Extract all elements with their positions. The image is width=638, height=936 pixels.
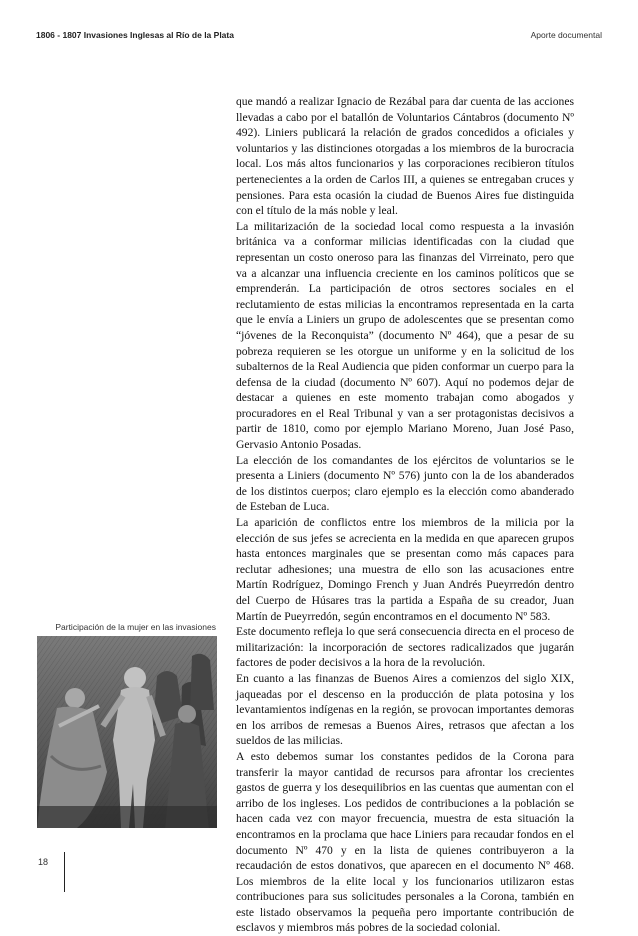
engraving-illustration (37, 636, 217, 828)
figure-caption: Participación de la mujer en las invasiones (55, 622, 216, 632)
paragraph: La elección de los comandantes de los ejércitos de voluntarios se le presenta a Liniers (documento Nº 576) junto con la de los abanderados de los distintos cuerpos; claro ejemplo es la elección como abanderado de Esteban de Luca. (236, 453, 574, 514)
engraving-drawing (37, 636, 217, 828)
paragraph: Este documento refleja lo que será consecuencia directa en el proceso de militarización: la incorporación de sectores radicalizados que jugarán factores de poder decisivos a la hora de la revolución. (236, 625, 574, 670)
paragraph: La militarización de la sociedad local como respuesta a la invasión británica va a conformar milicias identificadas con la ciudad que representan un costo oneroso para las finanzas del Virreinato, pero que va a alcanzar una influencia creciente en los caminos políticos que se emprenderán. La participación de otros sectores sociales en el reclutamiento de estas milicias la encontramos representada en la carta que le envía a Liniers un grupo de adolescentes que se presentan como “jóvenes de la Reconquista” (documento Nº 464), que a pesar de su pobreza requieren se les otorgue un uniforme y en la solicitud de los subalternos de la Real Audiencia que piden conformar un cuerpo para la defensa de la ciudad (documento Nº 607). Aquí no podemos dejar de destacar a quienes en este momento trabajan como abogados y procuradores en el Real Tribunal y van a ser protagonistas decisivos a partir de 1810, como por ejemplo Mariano Moreno, Juan José Paso, Gervasio Antonio Posadas. (236, 219, 574, 452)
page-number: 18 (38, 857, 49, 867)
paragraph: En cuanto a las finanzas de Buenos Aires a comienzos del siglo XIX, jaqueadas por el descenso en la producción de plata potosina y los levantamientos indígenas en la región, se provocan importantes demoras en los arribos de remesas a Buenos Aires, retrasos que afectan a los sueldos de las milicias. (236, 671, 574, 748)
paragraph: La aparición de conflictos entre los miembros de la milicia por la elección de sus jefes se acrecienta en la medida en que aparecen grupos hasta entonces marginales que se presentan como más capaces para reclutar adhesiones; una muestra de ello son las acusaciones entre Martín Rodríguez, Domingo French y Juan Andrés Pueyrredón dentro del Cuerpo de Húsares tras la partida a España de su creador, Juan Martín de Pueyrredón, según encontramos en el documento Nº 583. (236, 516, 574, 623)
footer-divider (64, 852, 65, 892)
paragraph: A esto debemos sumar los constantes pedidos de la Corona para transferir la mayor cantidad de recursos para afrontar los crecientes gastos de guerra y los desequilibrios en las cuentas que aumentan con el arribo de los ingleses. Los pedidos de contribuciones a la población se hacen cada vez con mayor frecuencia, muestra de esta situación la encontramos en la proclama que hace Liniers para recaudar fondos en el documento Nº 470 y en la lista de quienes contribuyeron a la recaudación de estos donativos, que aparecen en el documento Nº 468. Los miembros de la elite local y los funcionarios utilizaron estas contribuciones para sus solicitudes personales a la Corona, también en este listado observamos la pequeña pero importante contribución de esclavos y miembros más pobres de la sociedad colonial. (236, 749, 574, 935)
running-header-title: 1806 - 1807 Invasiones Inglesas al Río de la Plata (36, 30, 234, 40)
body-text (236, 94, 574, 936)
paragraph: que mandó a realizar Ignacio de Rezábal para dar cuenta de las acciones llevadas a cabo por el batallón de Voluntarios Cántabros (documento Nº 492). Liniers publicará la relación de grados concedidos a oficiales y voluntarios y las distinciones otorgadas a los miembros de la burocracia local. Los más altos funcionarios y las corporaciones recibieron títulos pertenecientes a la orden de Carlos III, a quienes se entregaban cruces y pensiones. Para esta ocasión la ciudad de Buenos Aires fue distinguida con el título de la más noble y leal. (236, 95, 574, 218)
running-header-section: Aporte documental (530, 30, 602, 40)
